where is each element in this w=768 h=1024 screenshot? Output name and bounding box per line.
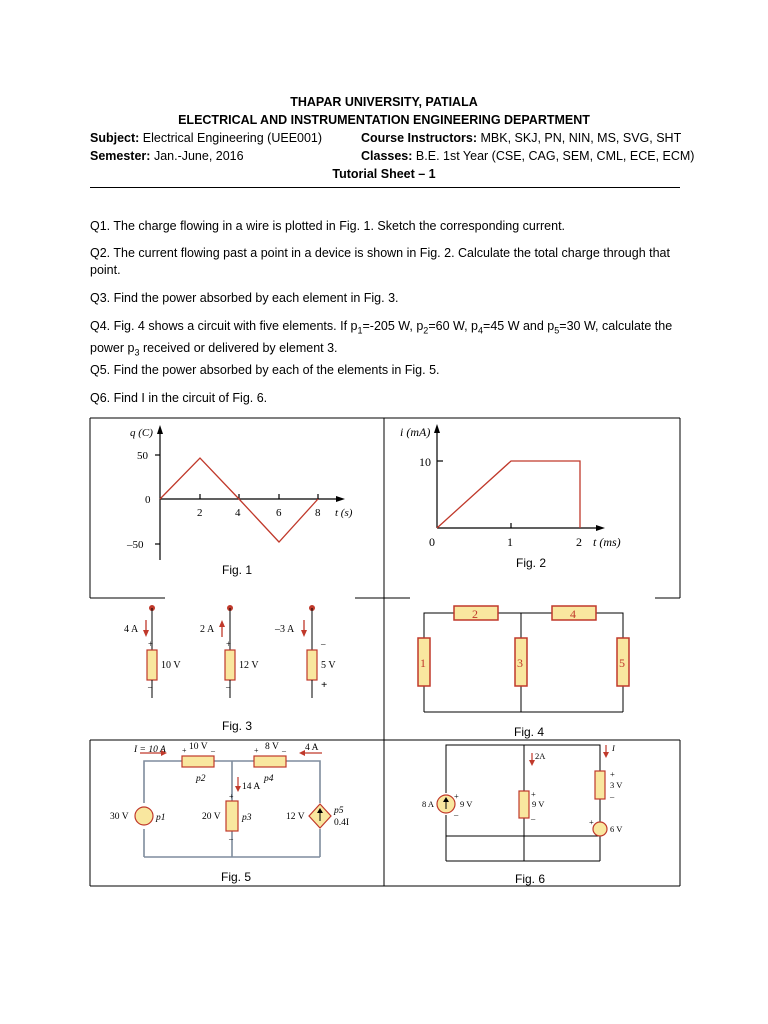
semester-value: Jan.-June, 2016 (153, 149, 244, 163)
fig5-p1-source (135, 807, 153, 825)
university-name: THAPAR UNIVERSITY, PATIALA (290, 95, 478, 109)
fig5-p2 (182, 756, 214, 767)
fig6-caption: Fig. 6 (515, 872, 546, 886)
svg-text:4 A: 4 A (124, 624, 139, 635)
svg-text:2: 2 (472, 607, 478, 621)
svg-text:+: + (531, 789, 536, 799)
svg-text:–3 A: –3 A (275, 624, 295, 635)
fig5-p3 (226, 801, 238, 831)
fig2-caption: Fig. 2 (516, 556, 547, 570)
svg-text:+: + (254, 746, 259, 755)
svg-text:5 V: 5 V (321, 660, 336, 671)
svg-text:12 V: 12 V (239, 660, 259, 671)
svg-text:+: + (229, 792, 234, 801)
svg-text:+: + (610, 769, 615, 779)
fig2-xtick-2: 2 (576, 535, 582, 549)
current-curve (437, 461, 580, 528)
svg-text:p2: p2 (196, 774, 206, 784)
question-4: Q4. Fig. 4 shows a circuit with five elements. If $p_1=-205$ W, $p_2=60$ W, $p_4=45$ W and $p_5=30$ W, calculate the power $p_3$ received or delivered by element 3. (90, 319, 673, 357)
fig2-xlabel: t (ms) (593, 535, 621, 549)
fig1-ytick-neg50: –50 (127, 539, 144, 551)
svg-text:5: 5 (619, 656, 625, 670)
figure-3-elements (92, 600, 382, 738)
fig6-6V-source (593, 822, 607, 836)
fig1-xtick-8: 8 (315, 507, 321, 519)
fig1-ytick-50: 50 (137, 450, 148, 462)
classes-line (361, 149, 694, 163)
question-6: Q6. Find I in the circuit of Fig. 6. (90, 391, 268, 405)
svg-text:+: + (321, 679, 328, 691)
fig1-ytick-0: 0 (145, 494, 151, 506)
svg-text:p5: p5 (334, 806, 344, 816)
figure-5-circuit (92, 741, 382, 885)
svg-text:20 V: 20 V (202, 812, 221, 822)
svg-text:30 V: 30 V (110, 812, 129, 822)
svg-text:I: I (612, 743, 615, 753)
fig3-element-3 (274, 605, 336, 698)
header-rule (90, 187, 680, 188)
svg-text:p3: p3 (242, 813, 252, 823)
charge-curve (160, 458, 318, 542)
svg-text:10 V: 10 V (189, 742, 208, 752)
svg-text:–: – (226, 682, 231, 692)
svg-text:8 V: 8 V (265, 742, 279, 752)
question-5: Q5. Find the power absorbed by each of the elements in Fig. 5. (90, 363, 440, 377)
svg-text:12 V: 12 V (286, 812, 305, 822)
figure-1-charge-plot (115, 420, 365, 595)
question-3: Q3. Find the power absorbed by each element in Fig. 3. (90, 291, 399, 305)
svg-text:9 V: 9 V (460, 799, 473, 809)
fig6-right-element (595, 771, 605, 799)
question-2: Q2. The current flowing past a point in a device is shown in Fig. 2. Calculate the total charge through that point. (90, 246, 670, 277)
fig5-p4 (254, 756, 286, 767)
svg-text:3 V: 3 V (610, 780, 623, 790)
svg-text:–: – (148, 682, 153, 692)
instructors-line (361, 131, 681, 145)
fig1-ylabel: q (C) (130, 427, 153, 439)
svg-text:–: – (282, 746, 286, 755)
fig6-middle-element (519, 791, 529, 818)
fig2-ytick-10: 10 (419, 455, 431, 469)
sheet-title: Tutorial Sheet – 1 (332, 167, 436, 181)
fig1-xtick-2: 2 (197, 507, 203, 519)
svg-text:4 A: 4 A (305, 743, 319, 753)
fig5-caption: Fig. 5 (221, 870, 252, 884)
fig3-element-2 (200, 605, 259, 698)
svg-text:14 A: 14 A (242, 782, 261, 792)
fig3-caption: Fig. 3 (222, 719, 253, 733)
svg-text:+: + (148, 639, 154, 649)
classes-label: Classes: (361, 149, 413, 163)
fig2-xtick-1: 1 (507, 535, 513, 549)
svg-text:–: – (610, 791, 615, 801)
fig1-xlabel: t (s) (335, 507, 353, 519)
svg-text:p1: p1 (156, 813, 166, 823)
fig4-caption: Fig. 4 (514, 725, 545, 739)
svg-text:4: 4 (570, 607, 576, 621)
svg-text:+: + (226, 639, 232, 649)
svg-text:–: – (229, 834, 233, 843)
svg-text:+: + (454, 791, 459, 801)
fig3-element-1 (124, 605, 181, 698)
svg-text:6 V: 6 V (610, 824, 623, 834)
fig1-xtick-4: 4 (235, 507, 241, 519)
fig2-xtick-0: 0 (429, 535, 435, 549)
semester-line (90, 149, 244, 163)
instructors-value: MBK, SKJ, PN, NIN, MS, SVG, SHT (480, 131, 682, 145)
svg-text:–: – (211, 746, 215, 755)
svg-text:p4: p4 (264, 774, 274, 784)
svg-text:0.4I: 0.4I (334, 818, 350, 828)
svg-text:10 V: 10 V (161, 660, 181, 671)
svg-text:9 V: 9 V (532, 799, 545, 809)
figure-6-circuit (388, 741, 678, 885)
semester-label: Semester: (90, 149, 151, 163)
fig1-caption: Fig. 1 (222, 563, 253, 577)
svg-text:8 A: 8 A (422, 799, 435, 809)
svg-text:1: 1 (420, 656, 426, 670)
svg-text:–: – (589, 830, 594, 840)
svg-text:+: + (589, 817, 594, 827)
subject-line (90, 131, 322, 145)
svg-text:–: – (531, 813, 536, 823)
svg-text:3: 3 (517, 656, 523, 670)
svg-text:–: – (321, 639, 326, 649)
fig1-xtick-6: 6 (276, 507, 282, 519)
fig2-ylabel: i (mA) (400, 425, 431, 439)
classes-value: B.E. 1st Year (CSE, CAG, SEM, CML, ECE, ECM) (415, 149, 695, 163)
svg-text:I = 10 A: I = 10 A (134, 745, 166, 755)
instructors-label: Course Instructors: (361, 131, 477, 145)
svg-text:–: – (454, 809, 459, 819)
department-name: ELECTRICAL AND INSTRUMENTATION ENGINEERING DEPARTMENT (178, 113, 590, 127)
subject-label: Subject: (90, 131, 140, 145)
svg-text:+: + (182, 746, 187, 755)
figure-4-circuit (388, 600, 678, 738)
figure-2-current-plot (400, 420, 675, 575)
svg-text:2 A: 2 A (200, 624, 215, 635)
question-1: Q1. The charge flowing in a wire is plotted in Fig. 1. Sketch the corresponding current. (90, 219, 566, 233)
svg-text:2A: 2A (535, 751, 546, 761)
subject-value: Electrical Engineering (UEE001) (142, 131, 323, 145)
